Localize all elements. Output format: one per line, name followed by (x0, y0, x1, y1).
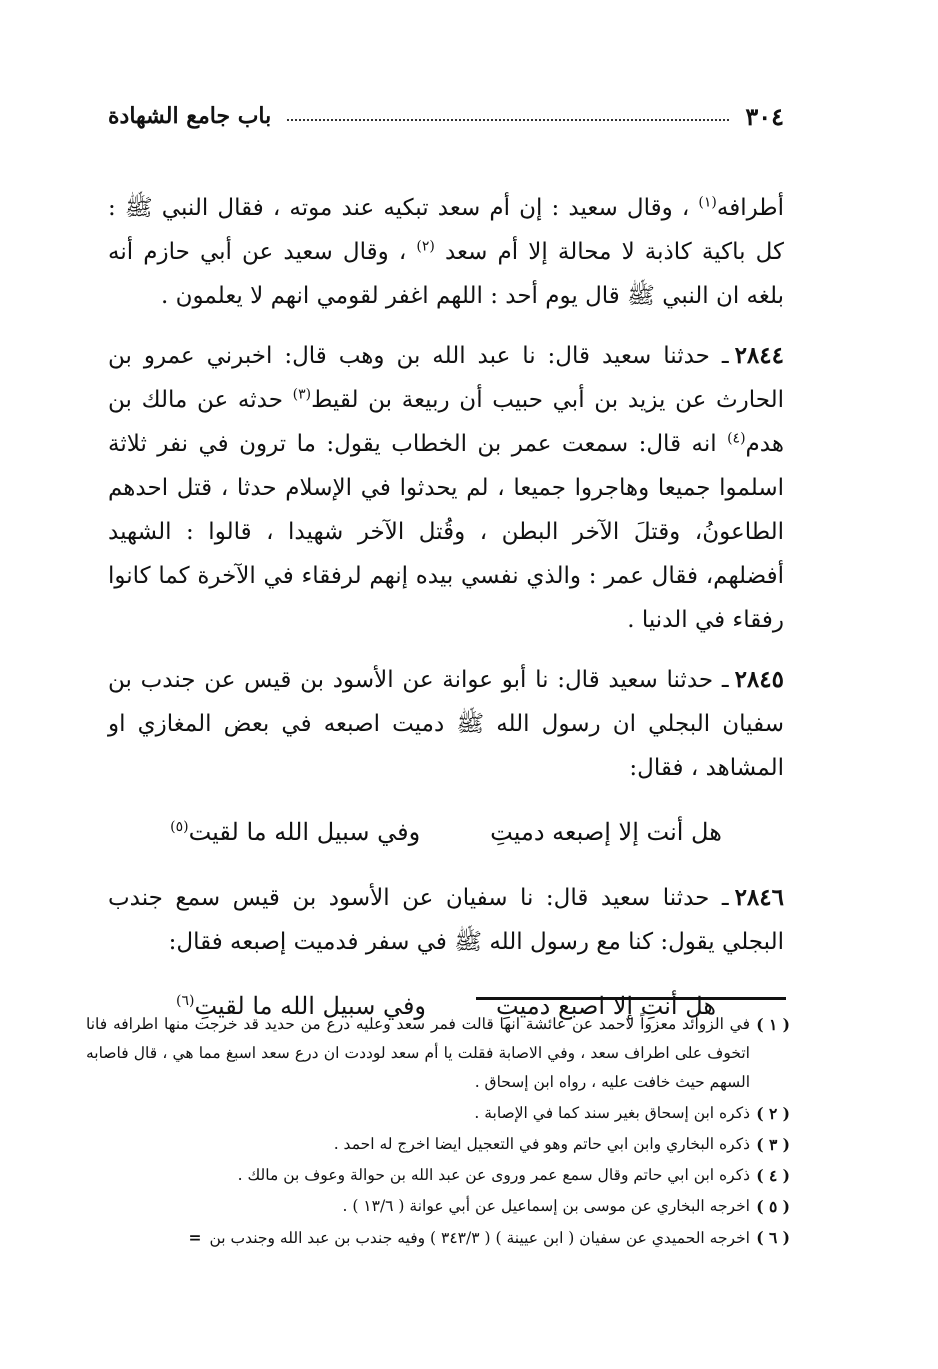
footnote-number: ( ٤ ) (756, 1166, 790, 1185)
footnote-text: ذكره ابن ابي حاتم وقال سمع عمر وروى عن عبد الله بن حوالة وعوف بن مالك . (237, 1166, 750, 1184)
text-segment: حدثه عن مالك بن هدم (108, 387, 784, 457)
footnote-item (86, 1130, 790, 1159)
footnote-separator (476, 997, 786, 1000)
verse-first-hemistich: هل أنت إلا إصبعه دميتِ (490, 818, 722, 846)
footnote-number: ( ١ ) (756, 1015, 790, 1034)
text-segment: ، وقال سعيد : إن أم سعد تبكيه عند موته ، فقال النبي ﷺ : كل باكية كاذبة لا محالة إلا أم سعد (108, 195, 784, 265)
verse-first-hemistich: هل أنتِ إلا اصبع دميتِ (496, 992, 717, 1020)
footnote-item (86, 1192, 790, 1221)
footnote-text: ذكره البخاري وابن ابي حاتم وهو في التعجيل ايضا اخرج له احمد . (333, 1135, 750, 1153)
footnote-text: في الزوائد معزواً لاحمد عن عائشة انها قالت فمر سعد وعليه درع من حديد قد خرجت منها اطرافه فانا اتخوف على اطراف سعد ، وفي الاصابة فقلت يا أم سعد لوددت ان درع سعد اسبغ مما هي ، قال فاصابه السهم حيث خافت عليه ، رواه ابن إسحاق . (86, 1015, 750, 1091)
verse-line (108, 806, 784, 858)
text-segment: ـ حدثنا سعيد قال: نا سفيان عن الأسود بن قيس سمع جندب البجلي يقول: كنا مع رسول الله ﷺ في سفر فدميت إصبعه فقال: (108, 885, 784, 955)
footnote-item (86, 1161, 790, 1190)
footnote-ref: (٦) (175, 993, 195, 1009)
text-segment: ـ حدثنا سعيد قال: نا عبد الله بن وهب قال: اخبرني عمرو بن الحارث عن يزيد بن أبي حبيب أن ربيعة بن لقيط (108, 343, 785, 413)
hadith-2845 (108, 658, 784, 790)
footnote-item (86, 1223, 790, 1253)
verse-second-text: وفي سبيل الله ما لقيتِ (194, 992, 427, 1020)
footnote-ref: (٣) (292, 386, 312, 403)
footnote-ref: (٥) (170, 819, 189, 835)
footnote-number: ( ٦ ) (756, 1228, 790, 1247)
hadith-2844 (108, 334, 784, 642)
footnote-item (86, 1010, 790, 1097)
footnote-ref: (١) (698, 194, 717, 211)
text-segment: أطرافه (716, 195, 784, 221)
hadith-number: ٢٨٤٤ (734, 342, 784, 369)
header-dotted-leader (287, 119, 729, 121)
main-text (108, 186, 784, 1050)
footnote-text: ذكره ابن إسحاق بغير سند كما في الإصابة . (474, 1104, 750, 1122)
hadith-number: ٢٨٤٥ (734, 666, 784, 693)
footnote-ref: (٤) (727, 430, 746, 447)
footnote-text-content: اخرجه الحميدي عن سفيان ( ابن عيينة ) ( ٣٤٣/٣ ) وفيه جندب بن عبد الله وجندب بن (209, 1229, 750, 1247)
footnote-text: اخرجه البخاري عن موسى بن إسماعيل عن أبي عوانة ( ١٣/٦ ) . (342, 1197, 750, 1215)
footnotes (86, 1010, 790, 1255)
hadith-number: ٢٨٤٦ (734, 884, 784, 911)
page-number: ٣٠٤ (745, 101, 784, 131)
text-segment: انه قال: سمعت عمر بن الخطاب يقول: ما ترون في نفر ثلاثة اسلموا جميعا وهاجروا جميعا ، لم يحدثوا في الإسلام حدثا ، قتل احدهم الطاعونُ، وقتلَ الآخر البطن ، وقُتل الآخر شهيدا ، قالوا : الشهيد أفضلهم، فقال عمر : والذي نفسي بيده إنهم لرفقاء في الآخرة كما كانوا رفقاء في الدنيا . (108, 431, 784, 633)
continuation-mark: = (188, 1228, 202, 1247)
text-segment: ، وقال سعيد عن أبي حازم أنه بلغه ان النبي ﷺ قال يوم أحد : اللهم اغفر لقومي انهم لا يعلمون . (108, 239, 784, 309)
page-header (108, 96, 784, 136)
paragraph-continuation (108, 186, 784, 318)
verse-second-hemistich (170, 806, 420, 858)
text-segment: ـ حدثنا سعيد قال: نا أبو عوانة عن الأسود بن قيس عن جندب بن سفيان البجلي ان رسول الله ﷺ دميت اصبعه في بعض المغازي او المشاهد ، فقال: (108, 667, 784, 781)
verse-second-text: وفي سبيل الله ما لقيت (188, 818, 421, 846)
footnote-ref: (٢) (416, 238, 435, 255)
running-title: باب جامع الشهادة (108, 103, 272, 129)
footnote-number: ( ٥ ) (756, 1197, 790, 1216)
footnote-number: ( ٣ ) (756, 1135, 790, 1154)
footnote-item (86, 1099, 790, 1128)
footnote-number: ( ٢ ) (756, 1104, 790, 1123)
footnote-text (86, 1223, 750, 1253)
hadith-2846 (108, 876, 784, 964)
